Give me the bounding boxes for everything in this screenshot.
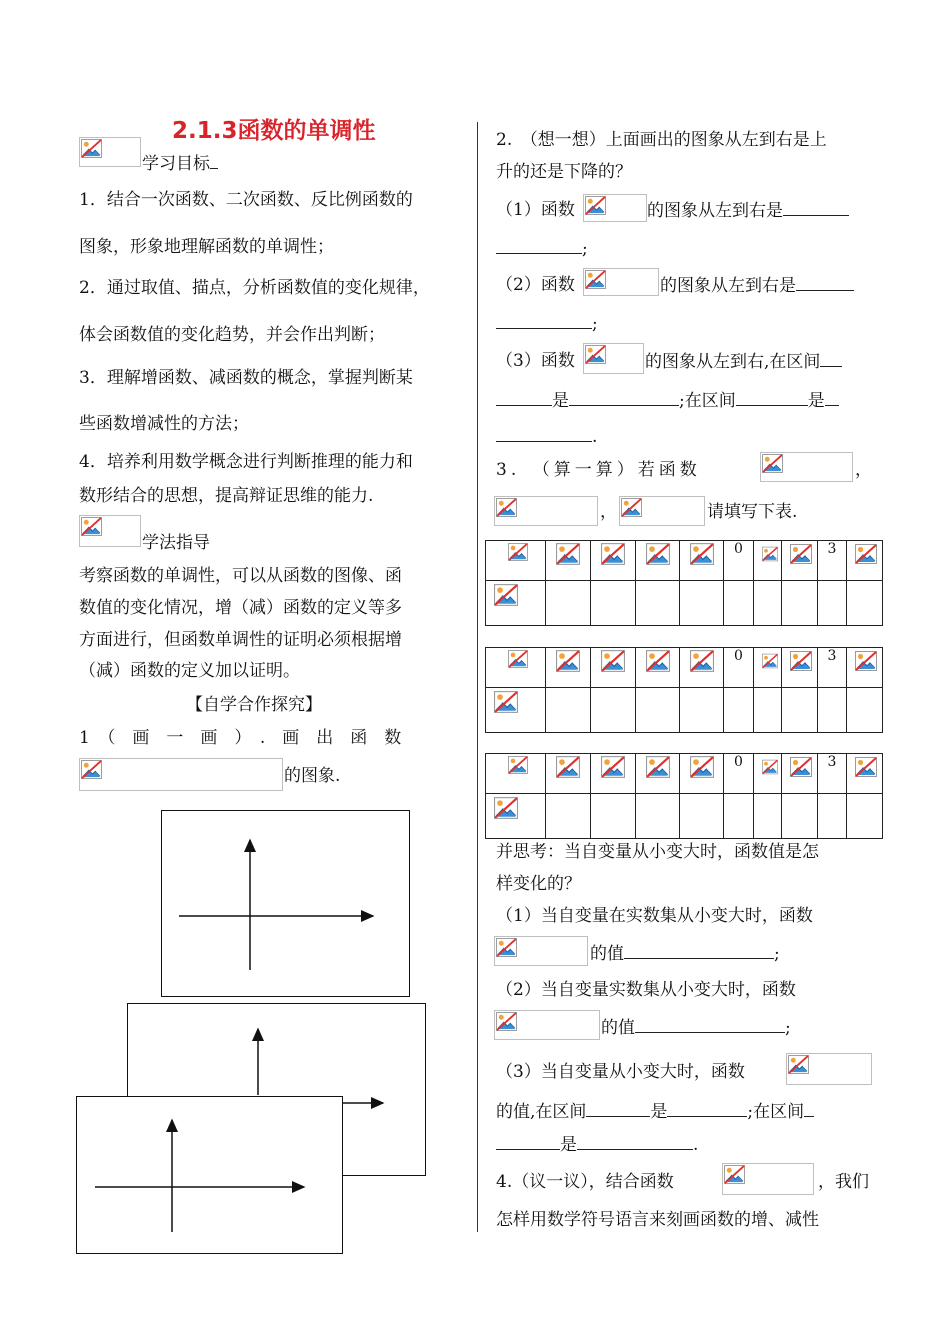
answer-blank[interactable]	[496, 389, 552, 406]
table-cell	[847, 754, 883, 794]
guide-line-4: （减）函数的定义加以证明。	[79, 661, 300, 681]
coordinate-axes	[76, 1096, 343, 1254]
answer-blank[interactable]	[635, 1016, 785, 1033]
broken-image-icon	[646, 756, 670, 778]
table-input-cell[interactable]	[847, 794, 883, 839]
table-cell-zero: 0	[724, 754, 754, 794]
table-cell	[546, 648, 591, 688]
broken-image-icon	[508, 756, 528, 774]
question-2-1-suffix: 的图象从左到右是	[647, 199, 849, 222]
goal-line-7: 4．培养利用数学概念进行判断推理的能力和	[79, 452, 413, 472]
comma: ，	[855, 460, 872, 480]
table-input-cell[interactable]	[724, 794, 754, 839]
question-2-1-prefix: （1）函数	[496, 200, 575, 220]
broken-image-icon	[855, 650, 877, 672]
table-cell	[680, 648, 724, 688]
table-input-cell[interactable]	[546, 794, 591, 839]
guide-line-2: 数值的变化情况，增（减）函数的定义等多	[79, 598, 402, 618]
table-cell-three: 3	[818, 541, 847, 581]
broken-image-icon	[79, 758, 283, 791]
broken-image-icon	[556, 543, 580, 565]
broken-image-icon	[690, 543, 714, 565]
broken-image-icon	[494, 496, 598, 526]
question-2-2-prefix: （2）函数	[496, 275, 575, 295]
question-2-2-continuation: ;	[496, 312, 598, 335]
broken-image-icon	[556, 756, 580, 778]
broken-image-icon	[790, 543, 812, 565]
table-cell-three: 3	[818, 754, 847, 794]
table-cell	[486, 581, 546, 626]
answer-blank[interactable]	[825, 389, 839, 406]
broken-image-icon	[646, 543, 670, 565]
guide-line-1: 考察函数的单调性，可以从函数的图像、函	[79, 566, 402, 586]
goal-line-1: 1．结合一次函数、二次函数、反比例函数的	[79, 190, 413, 210]
value-table-3	[485, 753, 883, 839]
broken-image-icon	[690, 650, 714, 672]
table-cell	[754, 648, 782, 688]
answer-blank[interactable]	[496, 312, 592, 329]
table-cell	[680, 754, 724, 794]
broken-image-icon	[556, 650, 580, 672]
table-cell	[754, 541, 782, 581]
table-cell	[546, 541, 591, 581]
value-table-1	[485, 540, 883, 626]
think-line-1: 并思考：当自变量从小变大时，函数值是怎	[496, 842, 819, 862]
question-2-line-1: 2. （想一想）上面画出的图象从左到右是上	[496, 130, 827, 150]
table-input-cell[interactable]	[818, 581, 847, 626]
question-2-3-end: .	[496, 425, 597, 448]
question-1-line: 1 （ 画 一 画 ） . 画 出 函 数	[79, 728, 402, 748]
value-table-2	[485, 647, 883, 733]
table-input-cell[interactable]	[754, 581, 782, 626]
broken-image-icon	[619, 496, 705, 526]
table-input-cell[interactable]	[782, 794, 818, 839]
table-cell	[636, 541, 680, 581]
broken-image-icon	[762, 543, 778, 565]
table-input-cell[interactable]	[782, 581, 818, 626]
coordinate-axes	[161, 810, 410, 997]
table-cell	[486, 688, 546, 733]
broken-image-icon	[790, 756, 812, 778]
broken-image-icon	[494, 691, 518, 713]
table-input-cell[interactable]	[591, 794, 636, 839]
broken-image-icon	[494, 797, 518, 819]
table-cell	[546, 754, 591, 794]
table-input-cell[interactable]	[680, 794, 724, 839]
broken-image-icon	[79, 515, 141, 547]
table-input-cell[interactable]	[636, 581, 680, 626]
table-cell	[782, 754, 818, 794]
broken-image-icon	[601, 650, 625, 672]
section-heading-goals: 学习目标	[142, 152, 218, 175]
table-input-cell[interactable]	[818, 794, 847, 839]
question-3-suffix: 请填写下表.	[707, 502, 798, 522]
answer-blank[interactable]	[586, 1100, 650, 1117]
broken-image-icon	[646, 650, 670, 672]
table-input-cell[interactable]	[847, 688, 883, 733]
question-4-prefix: 4.（议一议），结合函数	[496, 1172, 674, 1192]
table-cell	[486, 541, 546, 581]
goal-line-4: 体会函数值的变化趋势，并会作出判断；	[79, 325, 385, 345]
broken-image-icon	[494, 1010, 600, 1040]
broken-image-icon	[690, 756, 714, 778]
goal-line-8: 数形结合的思想，提高辩证思维的能力.	[79, 486, 374, 506]
table-input-cell[interactable]	[818, 688, 847, 733]
answer-blank[interactable]	[804, 1100, 814, 1117]
comma: ，	[600, 502, 617, 522]
table-input-cell[interactable]	[636, 794, 680, 839]
broken-image-icon	[786, 1053, 872, 1085]
broken-image-icon	[494, 584, 518, 606]
table-cell	[636, 648, 680, 688]
table-cell	[782, 541, 818, 581]
broken-image-icon	[583, 268, 659, 296]
table-cell	[636, 754, 680, 794]
answer-blank[interactable]	[783, 199, 849, 216]
question-2-1-continuation: ;	[496, 237, 588, 260]
think-line-2: 样变化的？	[496, 874, 581, 894]
table-input-cell[interactable]	[754, 794, 782, 839]
question-4-suffix: ，我们	[818, 1172, 869, 1192]
broken-image-icon	[722, 1163, 814, 1195]
broken-image-icon	[762, 756, 778, 778]
broken-image-icon	[508, 543, 528, 561]
table-input-cell[interactable]	[754, 688, 782, 733]
table-cell	[782, 648, 818, 688]
answer-blank[interactable]	[796, 274, 854, 291]
question-1-suffix: 的图象.	[284, 766, 341, 786]
answer-blank[interactable]	[820, 350, 842, 367]
question-2-line-2: 升的还是下降的？	[496, 162, 632, 182]
table-cell	[486, 794, 546, 839]
coordinate-box-1	[161, 810, 410, 997]
goal-line-3: 2．通过取值、描点，分析函数值的变化规律，	[79, 278, 430, 298]
broken-image-icon	[790, 650, 812, 672]
table-input-cell[interactable]	[546, 581, 591, 626]
table-cell	[754, 754, 782, 794]
think-2-line: （2）当自变量实数集从小变大时，函数	[496, 980, 796, 1000]
table-cell-three: 3	[818, 648, 847, 688]
table-cell	[591, 754, 636, 794]
goal-line-6: 些函数增减性的方法；	[79, 414, 249, 434]
table-cell	[486, 754, 546, 794]
table-input-cell[interactable]	[591, 688, 636, 733]
question-3-line-1: 3. （算一算）若函数	[496, 460, 701, 480]
broken-image-icon	[855, 543, 877, 565]
answer-blank[interactable]	[496, 1133, 560, 1150]
question-2-3-prefix: （3）函数	[496, 351, 575, 371]
broken-image-icon	[583, 343, 644, 374]
table-cell	[591, 648, 636, 688]
table-input-cell[interactable]	[782, 688, 818, 733]
question-2-2-suffix: 的图象从左到右是	[660, 274, 854, 297]
broken-image-icon	[79, 137, 141, 167]
goal-line-5: 3．理解增函数、减函数的概念，掌握判断某	[79, 368, 413, 388]
goal-line-2: 图象，形象地理解函数的单调性；	[79, 237, 334, 257]
table-cell-zero: 0	[724, 541, 754, 581]
broken-image-icon	[762, 650, 778, 672]
answer-blank[interactable]	[577, 1133, 693, 1150]
answer-blank[interactable]	[624, 942, 774, 959]
broken-image-icon	[760, 452, 853, 482]
broken-image-icon	[601, 756, 625, 778]
broken-image-icon	[583, 194, 647, 222]
table-input-cell[interactable]	[546, 688, 591, 733]
section-heading-guide: 学法指导	[142, 533, 210, 553]
think-3-prefix: （3）当自变量从小变大时，函数	[496, 1062, 745, 1082]
question-4-line-2: 怎样用数学符号语言来刻画函数的增、减性	[496, 1210, 819, 1230]
coordinate-box-3	[76, 1096, 343, 1254]
broken-image-icon	[601, 543, 625, 565]
answer-blank[interactable]	[569, 389, 679, 406]
broken-image-icon	[494, 936, 588, 966]
table-cell	[486, 648, 546, 688]
question-2-3-continuation: 是 ;在区间 是	[496, 389, 839, 412]
table-cell	[680, 541, 724, 581]
guide-line-3: 方面进行，但函数单调性的证明必须根据增	[79, 630, 402, 650]
broken-image-icon	[508, 650, 528, 668]
think-3-continuation: 的值,在区间 是 ;在区间	[496, 1100, 814, 1123]
table-input-cell[interactable]	[680, 581, 724, 626]
table-input-cell[interactable]	[724, 581, 754, 626]
broken-image-icon	[855, 756, 877, 778]
table-input-cell[interactable]	[636, 688, 680, 733]
question-2-3-suffix: 的图象从左到右,在区间	[645, 350, 842, 373]
table-cell	[591, 541, 636, 581]
table-input-cell[interactable]	[847, 581, 883, 626]
think-1-line: （1）当自变量在实数集从小变大时，函数	[496, 906, 813, 926]
table-input-cell[interactable]	[680, 688, 724, 733]
table-cell	[847, 648, 883, 688]
answer-blank[interactable]	[736, 389, 808, 406]
think-1-value: 的值 ;	[590, 944, 780, 964]
table-input-cell[interactable]	[591, 581, 636, 626]
table-cell-zero: 0	[724, 648, 754, 688]
answer-blank[interactable]	[496, 425, 592, 442]
answer-blank[interactable]	[667, 1100, 747, 1117]
page-title: 2.1.3函数的单调性	[172, 118, 376, 144]
column-divider	[477, 122, 478, 1232]
section-heading-explore: 【自学合作探究】	[186, 695, 322, 715]
think-2-value: 的值 ;	[601, 1018, 791, 1038]
think-3-end: 是 .	[496, 1133, 698, 1156]
answer-blank[interactable]	[496, 237, 582, 254]
table-input-cell[interactable]	[724, 688, 754, 733]
table-cell	[847, 541, 883, 581]
